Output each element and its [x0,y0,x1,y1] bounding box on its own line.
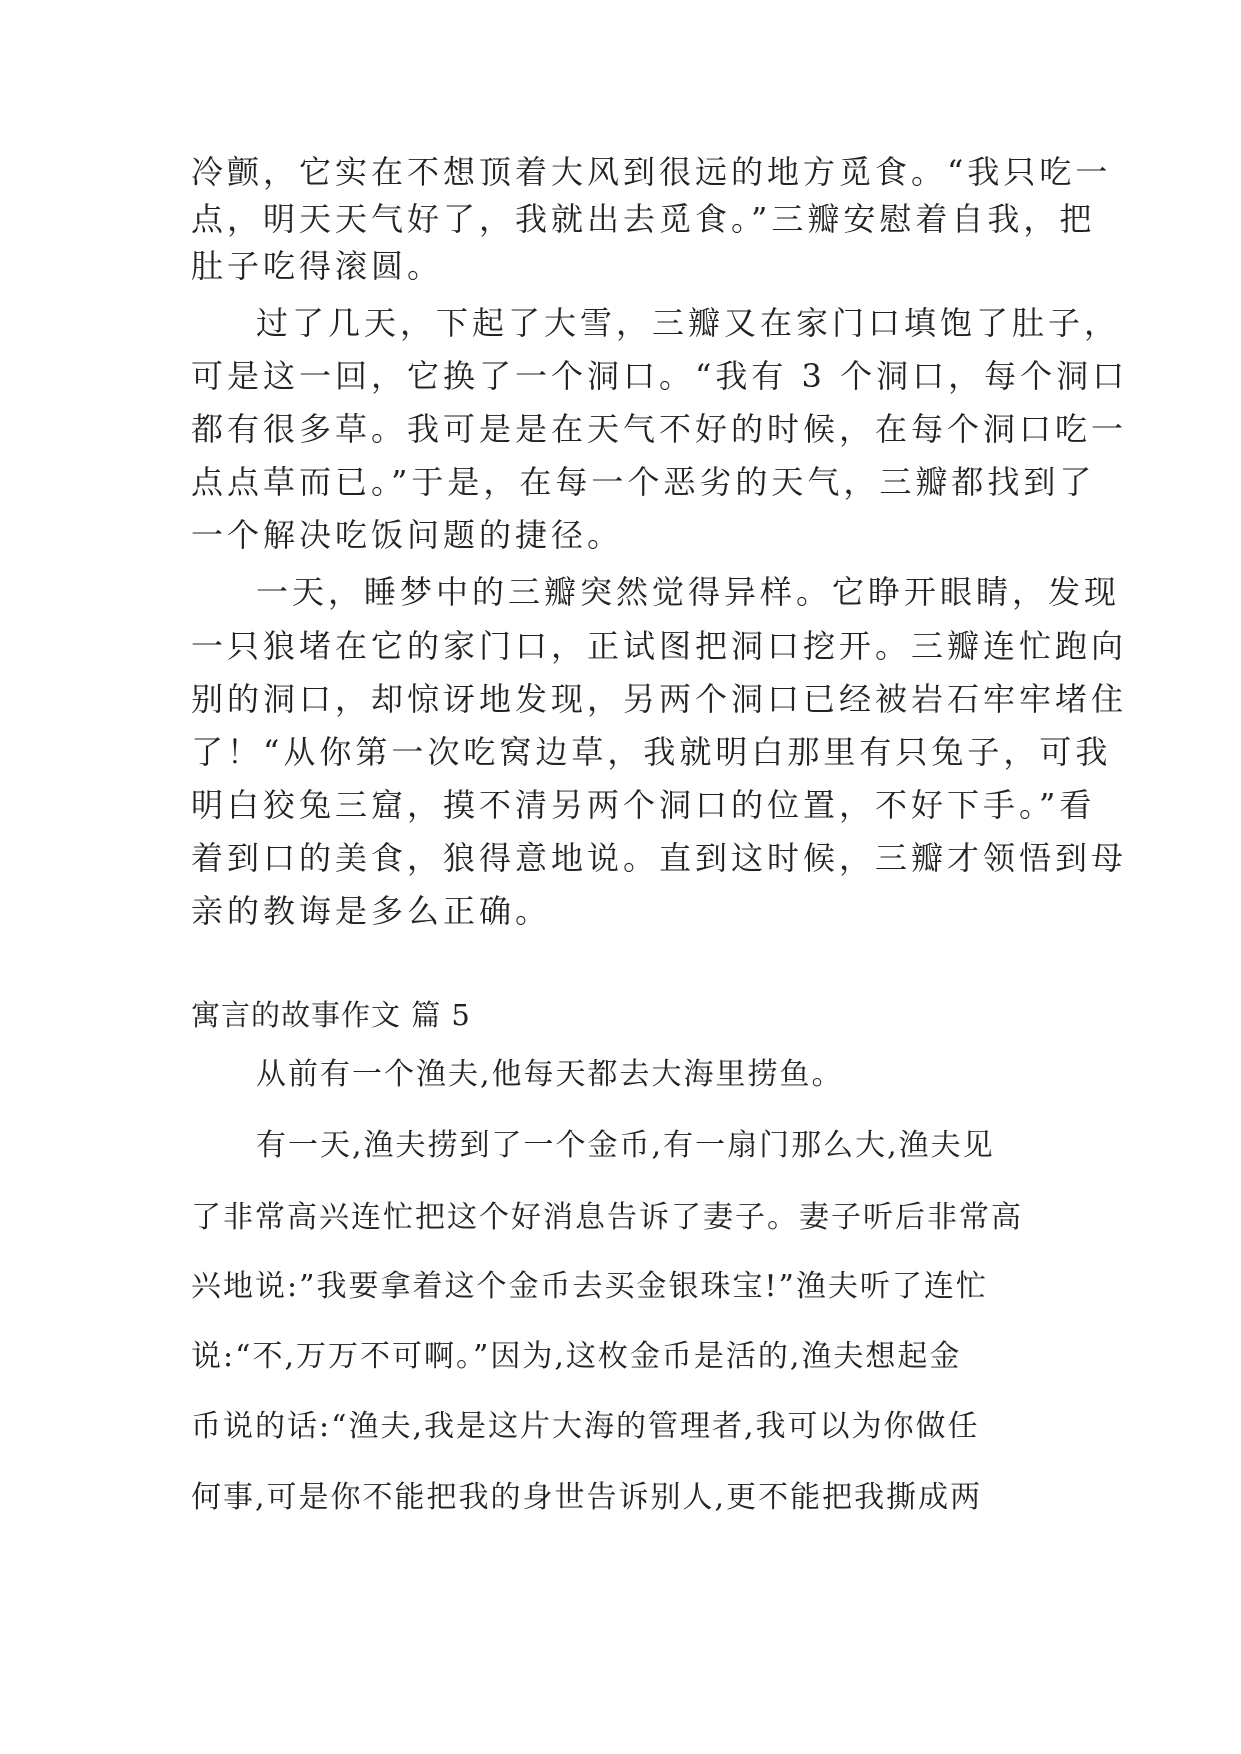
paragraph-line: 有一天,渔夫捞到了一个金币,有一扇门那么大,渔夫见 [256,1128,995,1163]
section-heading: 寓言的故事作文 篇 5 [191,998,471,1032]
paragraph-line: 点点草而已。”于是，在每一个恶劣的天气，三瓣都找到了 [191,463,1096,501]
paragraph-line: 可是这一回，它换了一个洞口。“我有 3 个洞口，每个洞口 [191,357,1129,395]
paragraph-line: 别的洞口，却惊讶地发现，另两个洞口已经被岩石牢牢堵住 [191,680,1128,718]
paragraph-line: 过了几天，下起了大雪，三瓣又在家门口填饱了肚子， [256,304,1121,342]
paragraph-line: 点，明天天气好了，我就出去觅食。”三瓣安慰着自我，把 [191,200,1096,238]
paragraph-line: 一个解决吃饭问题的捷径。 [191,516,624,554]
paragraph-line: 了！“从你第一次吃窝边草，我就明白那里有只兔子，可我 [191,733,1112,771]
paragraph-line: 何事,可是你不能把我的身世告诉别人,更不能把我撕成两 [191,1480,983,1515]
paragraph-line: 都有很多草。我可是是在天气不好的时候，在每个洞口吃一 [191,410,1128,448]
paragraph-line: 明白狡兔三窟，摸不清另两个洞口的位置，不好下手。”看 [191,786,1096,824]
paragraph-line: 一只狼堵在它的家门口，正试图把洞口挖开。三瓣连忙跑向 [191,627,1128,665]
paragraph-line: 兴地说:”我要拿着这个金币去买金银珠宝!”渔夫听了连忙 [191,1269,988,1304]
paragraph-line: 币说的话:“渔夫,我是这片大海的管理者,我可以为你做任 [191,1409,980,1444]
paragraph-line: 说:“不,万万不可啊。”因为,这枚金币是活的,渔夫想起金 [191,1339,962,1374]
paragraph-line: 了非常高兴连忙把这个好消息告诉了妻子。妻子听后非常高 [191,1200,1023,1235]
paragraph-line: 冷颤，它实在不想顶着大风到很远的地方觅食。“我只吃一 [191,153,1112,191]
paragraph-line: 从前有一个渔夫,他每天都去大海里捞鱼。 [256,1057,844,1092]
paragraph-line: 一天，睡梦中的三瓣突然觉得异样。它睁开眼睛，发现 [256,573,1121,611]
paragraph-line: 肚子吃得滚圆。 [191,247,444,285]
paragraph-line: 亲的教诲是多么正确。 [191,892,552,930]
paragraph-line: 着到口的美食，狼得意地说。直到这时候，三瓣才领悟到母 [191,839,1128,877]
